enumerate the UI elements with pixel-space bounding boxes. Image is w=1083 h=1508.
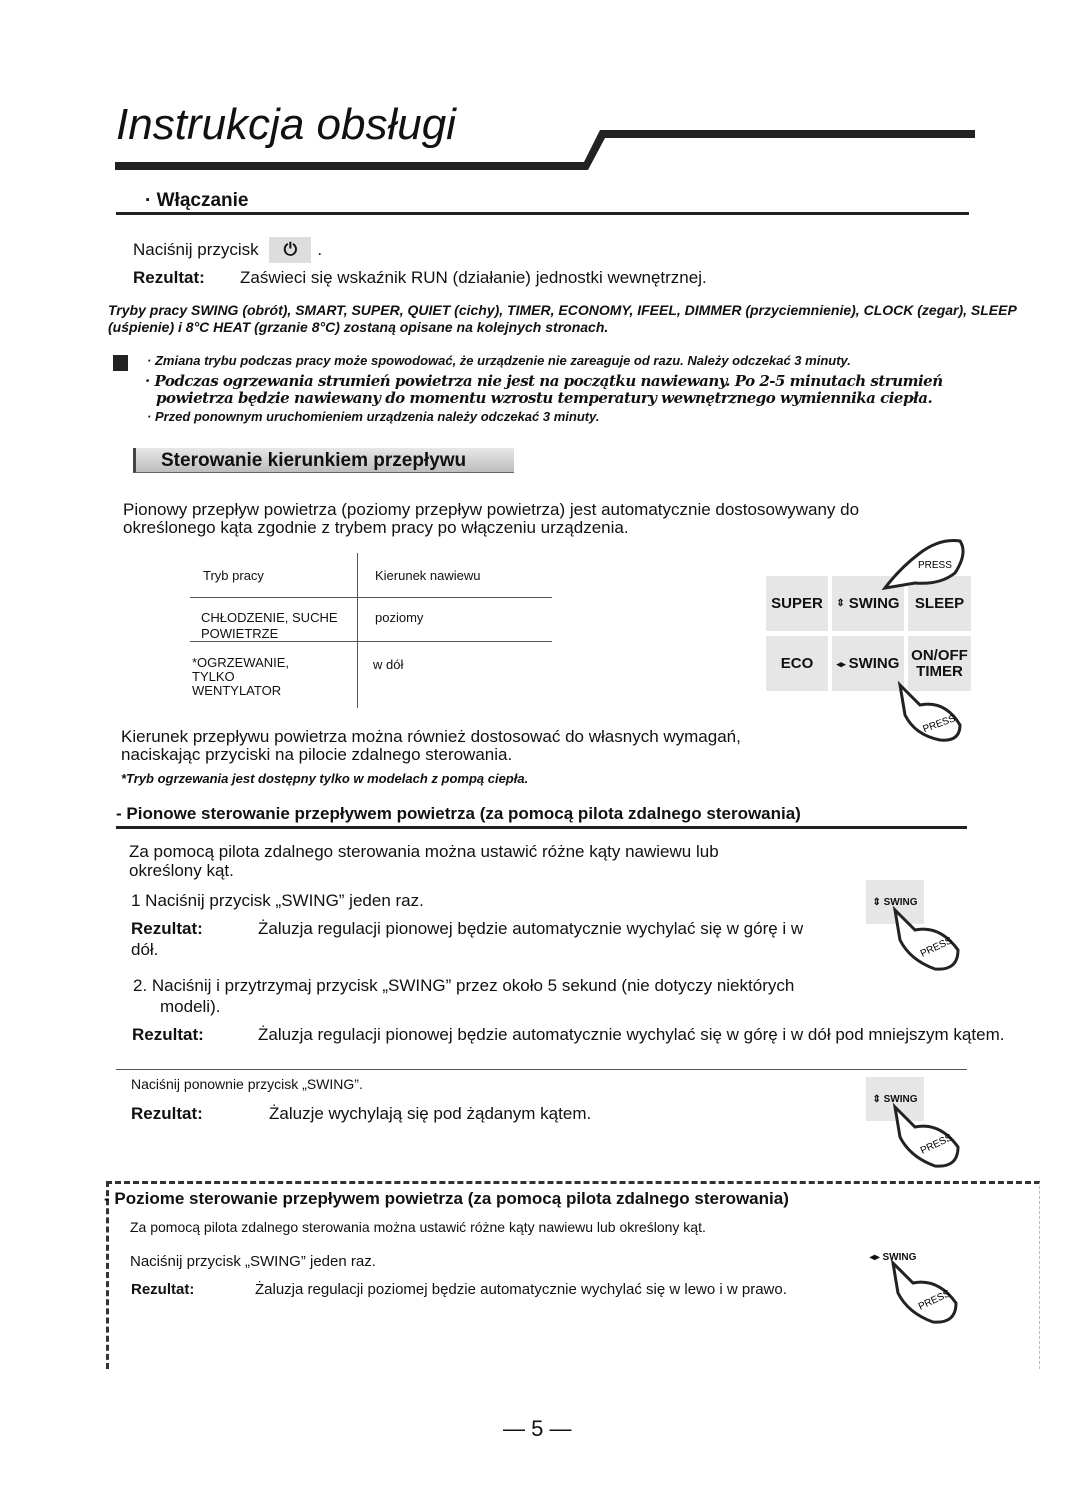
result-label: Rezultat: <box>131 919 203 938</box>
modes-line: Tryby pracy SWING (obrót), SMART, SUPER, QUIET (cichy), TIMER, ECONOMY, IFEEL, DIMMER (przyciemnienie), CLOCK (zegar), SLEEP <box>108 302 1017 318</box>
intro-text: Za pomocą pilota zdalnego sterowania można ustawić różne kąty nawiewu lub określony kąt. <box>130 1219 706 1235</box>
divider <box>116 212 969 215</box>
result-text: Żaluzja regulacji poziomej będzie automatycznie wychylać się w lewo i w prawo. <box>255 1281 787 1298</box>
result-label: Rezultat: <box>131 1104 203 1123</box>
intro-text: Pionowy przepływ powietrza (poziomy przepływ powietrza) jest automatycznie dostosowywany do <box>123 500 860 519</box>
table-header: Tryb pracy <box>203 568 264 583</box>
note: Podczas ogrzewania strumień powietrza nie jest na początku nawiewany. Po 2-5 minutach strumień <box>154 372 943 390</box>
step-text: 2. Naciśnij i przytrzymaj przycisk „SWING” przez około 5 sekund (nie dotyczy niektórych <box>133 976 795 995</box>
note: Przed ponownym uruchomieniem urządzenia należy odczekać 3 minuty. <box>154 409 600 424</box>
table-cell: *OGRZEWANIE, <box>192 655 290 670</box>
step-text: Naciśnij przycisk „SWING” jeden raz. <box>130 1253 376 1270</box>
intro-text: określonego kąta zgodnie z trybem pracy po włączeniu urządzenia. <box>123 518 629 537</box>
table-cell: w dół <box>373 657 404 672</box>
svg-text:PRESS: PRESS <box>921 713 958 736</box>
manual-page: Instrukcja obsługi · Włączanie Naciśnij przycisk ⏻ . Rezultat: Zaświeci się wskaźnik RUN (działanie) jednostki wewnętrznej. Tryby pracy SWING (obrót), SMART, SUPER, QUIET (cichy), TIMER, ECONOMY, IFEEL, DIMMER (przyciemnienie), CLOCK (zegar), SLEEP (uśpienie) i 8°C HEAT (grzanie 8°C) zostaną opisane na kolejnych stronach. · Zmiana trybu podczas pracy może spowodować, że urządzenie nie zareaguje od razu. Należy odczekać 3 minuty. · Podczas ogrzewania strumień powietrza nie jest na początku nawiewany. Po 2-5 minutach strumień powietrza będzie nawiewany do momentu wzrostu temperatury wewnętrznego wymiennika ciepła. · Przed ponownym uruchomieniem urządzenia należy odczekać 3 minuty. Sterowanie kierunkiem przepływu Pionowy przepływ powietrza (poziomy przepływ powietrza) jest automatycznie dostosowywany do określonego kąta zgodnie z trybem pracy po włączeniu urządzenia. Tryb pracy Kierunek nawiewu CHŁODZENIE, SUCHE POWIETRZE poziomy *OGRZEWANIE, TYLKO WENTYLATOR w dół SUPER ⇕ SWING SLEEP ECO ◂▸ SWING ON/OFF TIMER PRESS PRESS Kierunek przepływu powietrza można również dostosować do własnych wymagań, naciskając przyciski na pilocie zdalnego sterowania. *Tryb ogrzewania jest dostępny tylko w modelach z pompą ciepła. - Pionowe sterowanie przepływem powietrza (za pomocą pilota zdalnego sterowania) Za pomocą pilota zdalnego sterowania można ustawić różne kąty nawiewu lub określony kąt. 1 Naciśnij przycisk „SWING” jeden raz. Rezultat: Żaluzja regulacji pionowej będzie automatycznie wychylać się w górę i w dół. 2. Naciśnij i przytrzymaj przycisk „SWING” przez około 5 sekund (nie dotyczy niektórych modeli). Rezultat: Żaluzja regulacji pionowej będzie automatycznie wychylać się w górę i w dół pod mniejszym kątem. Naciśnij ponownie przycisk „SWING”. Rezultat: Żaluzje wychylają się pod żądanym kątem. ⇕ SWING PRESS ⇕ SWING PRESS - Poziome sterowanie przepływem powietrza (za pomocą pilota zdalnego sterowania) Za pomocą pilota zdalnego sterowania można ustawić różne kąty nawiewu lub określony kąt. Naciśnij przycisk „SWING” jeden raz. Rezultat: Żaluzja regulacji poziomej będzie automatycznie wychylać się w lewo i w prawo. ◂▸ SWING PRESS — 5 — <box>0 0 1083 1508</box>
swing-button-icon: ⇕ SWING <box>866 1077 924 1121</box>
page-title: Instrukcja obsługi <box>116 100 456 149</box>
footnote: *Tryb ogrzewania jest dostępny tylko w modelach z pompą ciepła. <box>121 771 529 786</box>
svg-text:PRESS: PRESS <box>916 1288 953 1313</box>
divider <box>116 1069 967 1070</box>
intro-text: Za pomocą pilota zdalnego sterowania można ustawić różne kąty nawiewu lub <box>129 842 719 861</box>
result-label: Rezultat: <box>131 1281 195 1298</box>
section-heading-power-on: · Włączanie <box>145 190 249 211</box>
note: powietrza będzie nawiewany do momentu wzrostu temperatury wewnętrznego wymiennika ciepła. <box>156 389 933 407</box>
note: Zmiana trybu podczas pracy może spowodować, że urządzenie nie zareaguje od razu. Należy odczekać 3 minuty. <box>154 353 851 368</box>
power-icon: ⏻ <box>269 237 311 263</box>
intro-text: określony kąt. <box>129 861 234 880</box>
press-text: Naciśnij przycisk <box>133 240 259 259</box>
onoff-timer-button[interactable]: ON/OFF TIMER <box>908 636 971 691</box>
adjust-text: naciskając przyciski na pilocie zdalnego sterowania. <box>121 745 513 764</box>
sleep-button[interactable]: SLEEP <box>908 576 971 631</box>
table-cell: WENTYLATOR <box>192 683 282 698</box>
result-label: Rezultat: <box>133 268 205 287</box>
adjust-text: Kierunek przepływu powietrza można również dostosować do własnych wymagań, <box>121 727 741 746</box>
press-hand-icon <box>888 1258 963 1328</box>
note-marker <box>113 355 128 371</box>
svg-text:PRESS: PRESS <box>918 935 955 960</box>
swing-button-icon: ⇕ SWING <box>866 880 924 924</box>
eco-button[interactable]: ECO <box>766 636 828 691</box>
press-hand-icon <box>890 905 965 975</box>
result-text: Żaluzja regulacji pionowej będzie automatycznie wychylać się w górę i w <box>258 919 804 938</box>
table-cell: poziomy <box>375 610 424 625</box>
step-text: modeli). <box>160 997 221 1016</box>
press-hand-icon <box>890 680 970 745</box>
swing-button-icon: ◂▸ SWING <box>862 1238 924 1276</box>
vertical-heading: - Pionowe sterowanie przepływem powietrza (za pomocą pilota zdalnego sterowania) <box>116 804 801 823</box>
modes-line: (uśpienie) i 8°C HEAT (grzanie 8°C) zostaną opisane na kolejnych stronach. <box>108 319 609 335</box>
svg-text:PRESS: PRESS <box>918 1132 955 1157</box>
super-button[interactable]: SUPER <box>766 576 828 631</box>
result-text: Żaluzje wychylają się pod żądanym kątem. <box>269 1104 592 1123</box>
table-header: Kierunek nawiewu <box>375 568 481 583</box>
vertical-swing-button[interactable]: ⇕ SWING <box>832 576 904 631</box>
press-hand-icon <box>890 1102 965 1172</box>
result-text: Zaświeci się wskaźnik RUN (działanie) jednostki wewnętrznej. <box>240 268 707 287</box>
step-text: Naciśnij ponownie przycisk „SWING”. <box>131 1076 363 1092</box>
title-underline <box>110 125 980 175</box>
table-cell: TYLKO <box>192 669 235 684</box>
result-text: Żaluzja regulacji pionowej będzie automatycznie wychylać się w górę i w dół pod mniejszym kątem. <box>258 1025 1005 1044</box>
table-cell: CHŁODZENIE, SUCHE <box>201 610 338 625</box>
page-number: — 5 — <box>503 1416 572 1441</box>
divider <box>116 826 967 829</box>
horizontal-swing-button[interactable]: ◂▸ SWING <box>832 636 904 691</box>
table-cell: POWIETRZE <box>201 626 279 641</box>
result-text: dół. <box>131 940 159 959</box>
airflow-heading: Sterowanie kierunkiem przepływu <box>161 450 467 471</box>
svg-text:PRESS: PRESS <box>918 560 952 571</box>
press-hand-icon <box>880 533 970 593</box>
left-right-icon: ◂▸ <box>836 658 846 669</box>
period: . <box>317 240 323 259</box>
step-text: 1 Naciśnij przycisk „SWING” jeden raz. <box>131 891 424 910</box>
horizontal-heading: - Poziome sterowanie przepływem powietrza (za pomocą pilota zdalnego sterowania) <box>104 1189 789 1208</box>
up-down-icon: ⇕ <box>836 597 845 609</box>
result-label: Rezultat: <box>132 1025 204 1044</box>
